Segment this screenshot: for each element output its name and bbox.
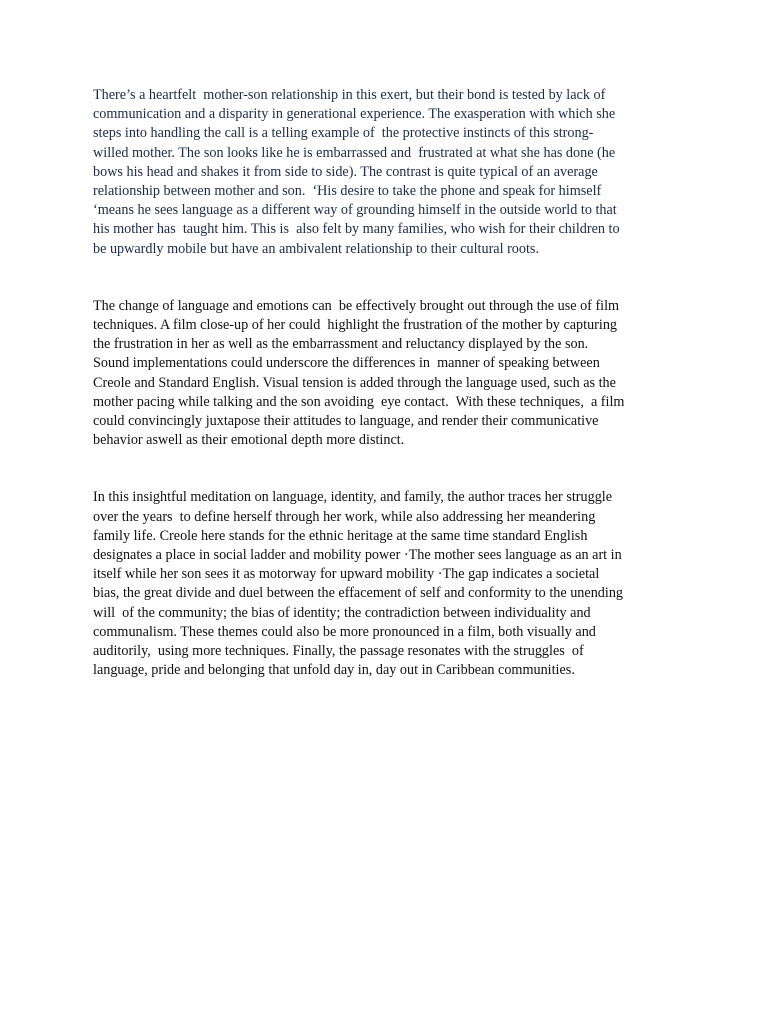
- text-line: designates a place in social ladder and mobility power ·The mother sees language as an art in: [93, 547, 622, 564]
- text-line: auditorily, using more techniques. Finally, the passage resonates with the struggles of: [93, 643, 584, 660]
- text-line: techniques. A film close-up of her could highlight the frustration of the mother by capturing: [93, 317, 618, 334]
- paragraph-language-identity-family: [93, 488, 683, 680]
- document-page: [93, 86, 683, 680]
- text-line: ‘means he sees language as a different way of grounding himself in the outside world to that: [93, 202, 617, 219]
- text-line: the frustration in her as well as the embarrassment and reluctancy displayed by the son.: [93, 336, 589, 353]
- paragraph-mother-son-relationship: [93, 86, 683, 259]
- text-line: communication and a disparity in generational experience. The exasperation with which she: [93, 106, 616, 123]
- text-line: family life. Creole here stands for the ethnic heritage at the same time standard English: [93, 527, 588, 544]
- text-line: behavior aswell as their emotional depth more distinct.: [93, 432, 405, 449]
- text-line: In this insightful meditation on language, identity, and family, the author traces her struggle: [93, 489, 613, 506]
- text-line: communalism. These themes could also be more pronounced in a film, both visually and: [93, 623, 596, 640]
- text-line: bows his head and shakes it from side to side). The contrast is quite typical of an average: [93, 163, 598, 180]
- text-line: willed mother. The son looks like he is embarrassed and frustrated at what she has done (he: [93, 144, 616, 161]
- text-line: Creole and Standard English. Visual tension is added through the language used, such as the: [93, 374, 616, 391]
- text-line: language, pride and belonging that unfold day in, day out in Caribbean communities.: [93, 662, 575, 679]
- text-line: bias, the great divide and duel between the effacement of self and conformity to the unending: [93, 585, 624, 602]
- text-line: will of the community; the bias of identity; the contradiction between individuality and: [93, 604, 591, 621]
- text-line: be upwardly mobile but have an ambivalent relationship to their cultural roots.: [93, 240, 539, 257]
- text-line: The change of language and emotions can be effectively brought out through the use of film: [93, 297, 620, 314]
- text-line: There’s a heartfelt mother-son relationship in this exert, but their bond is tested by lack of: [93, 87, 606, 103]
- text-line: Sound implementations could underscore the differences in manner of speaking between: [93, 355, 600, 372]
- paragraph-film-techniques: [93, 297, 683, 451]
- text-line: could convincingly juxtapose their attitudes to language, and render their communicative: [93, 413, 599, 430]
- text-line: relationship between mother and son. ‘His desire to take the phone and speak for himself: [93, 183, 602, 200]
- text-line: his mother has taught him. This is also felt by many families, who wish for their children to: [93, 221, 620, 238]
- text-line: steps into handling the call is a telling example of the protective instincts of this strong-: [93, 125, 594, 142]
- text-line: itself while her son sees it as motorway for upward mobility ·The gap indicates a societal: [93, 566, 600, 583]
- text-line: mother pacing while talking and the son avoiding eye contact. With these techniques, a film: [93, 393, 625, 410]
- text-line: over the years to define herself through her work, while also addressing her meandering: [93, 508, 596, 525]
